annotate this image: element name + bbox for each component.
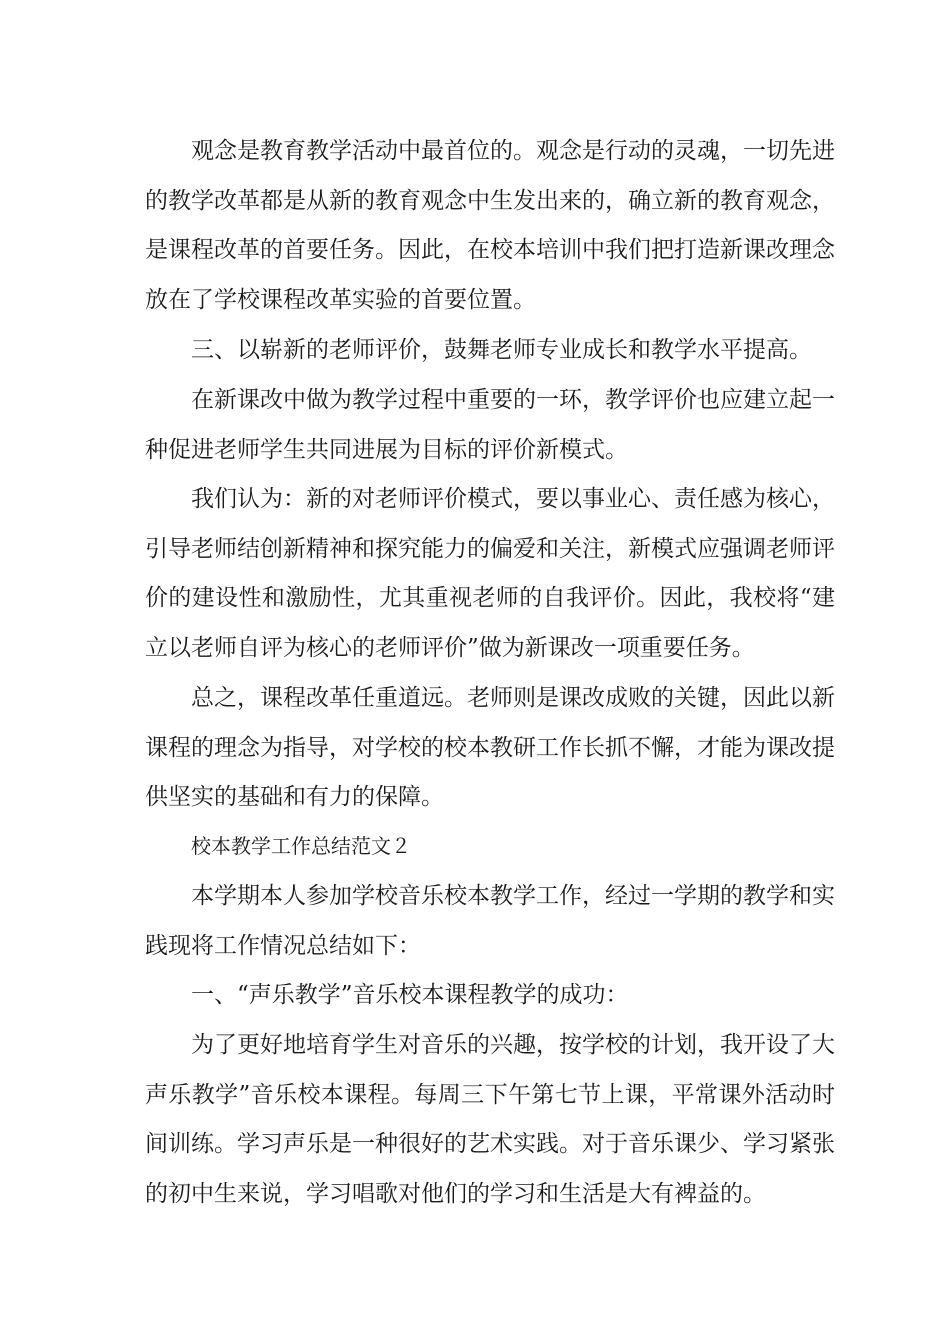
paragraph-conclusion: 总之，课程改革任重道远。老师则是课改成败的关键，因此以新课程的理念为指导，对学校的校本教研工作长抓不懈，才能为课改提供坚实的基础和有力的保障。 xyxy=(145,685,835,811)
paragraph-part-one-heading: 一、“声乐教学”音乐校本课程教学的成功： xyxy=(191,982,629,1008)
section-title-sample-2: 校本教学工作总结范文２ xyxy=(191,834,411,858)
paragraph-vocal-course: 为了更好地培育学生对音乐的兴趣，按学校的计划，我开设了大声乐教学”音乐校本课程。每周三下午第七节上课，平常课外活动时间训练。学习声乐是一种很好的艺术实践。对于音乐课少、学习紧张的初中生来说，学习唱歌对他们的学习和生活是大有裨益的。 xyxy=(145,1032,835,1207)
paragraph-section-three-heading: 三、以崭新的老师评价，鼓舞老师专业成长和教学水平提高。 xyxy=(191,337,812,363)
paragraph-concept: 观念是教育教学活动中最首位的。观念是行动的灵魂，一切先进的教学改革都是从新的教育观念中生发出来的，确立新的教育观念，是课程改革的首要任务。因此，在校本培训中我们把打造新课改理念放在了学校课程改革实验的首要位置。 xyxy=(145,138,835,313)
paragraph-evaluation-model: 在新课改中做为教学过程中重要的一环，教学评价也应建立起一种促进老师学生共同进展为目标的评价新模式。 xyxy=(145,387,835,463)
paragraph-we-believe: 我们认为：新的对老师评价模式，要以事业心、责任感为核心，引导老师结创新精神和探究能力的偏爱和关注，新模式应强调老师评价的建设性和激励性，尤其重视老师的自我评价。因此，我校将“建立以老师自评为核心的老师评价”做为新课改一项重要任务。 xyxy=(145,486,835,661)
paragraph-intro: 本学期本人参加学校音乐校本教学工作，经过一学期的教学和实践现将工作情况总结如下： xyxy=(145,883,835,959)
